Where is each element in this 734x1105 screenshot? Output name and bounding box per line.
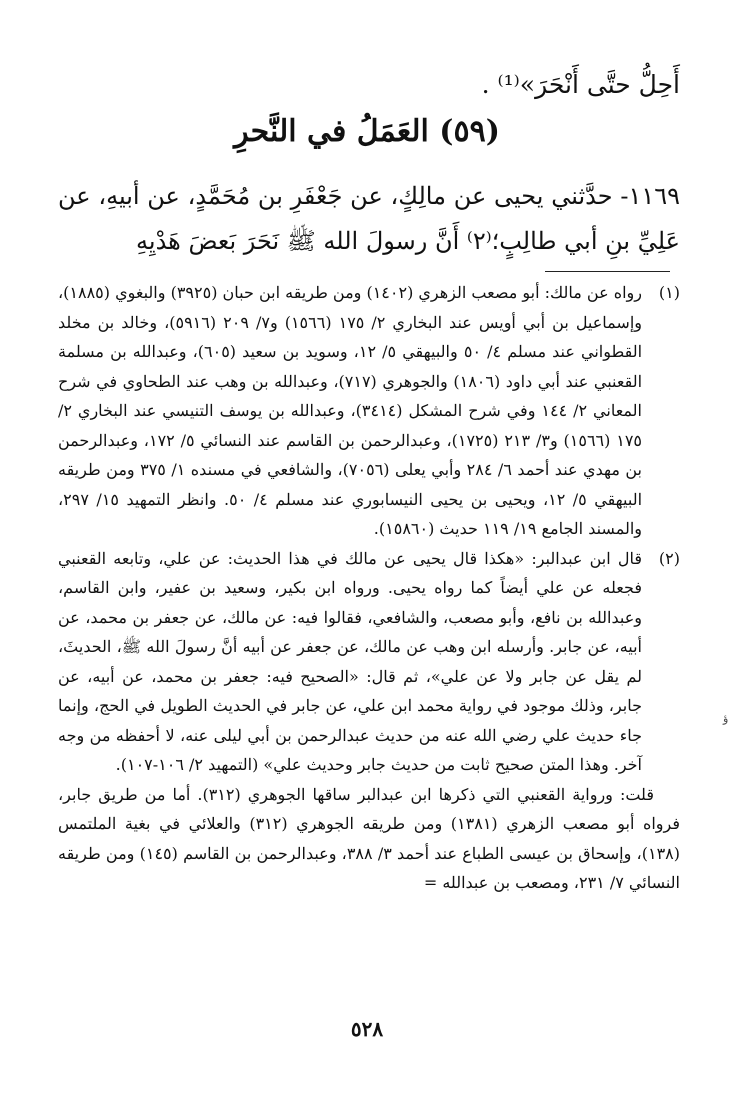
hadith-text: ١١٦٩- حدَّثني يحيى عن مالِكٍ، عن جَعْفَرِ بن مُحَمَّدٍ، عن أبيهِ، عن عَلِيِّ بنِ أبي طالِبٍ؛⁽٢⁾ أَنَّ رسولَ الله ﷺ نَحَرَ بَعضَ هَدْيِهِ xyxy=(58,182,680,255)
footnote-paragraph: قلت: ورواية القعنبي التي ذكرها ابن عبدالبر ساقها الجوهري (٣١٢). أما من طريق جابر، فرواه أبو مصعب الزهري (١٣٨١) ومن طريقه الجوهري (٣١٢) والعلائي في بغية الملتمس (١٣٨)، وإسحاق بن عيسى الطباع عند أحمد ٣/ ٣٨٨، وعبدالرحمن بن القاسم (١٤٥) ومن طريقه النسائي ٧/ ٢٣١، ومصعب بن عبدالله = xyxy=(58,784,680,892)
footnote-text: قال ابن عبدالبر: «هكذا قال يحيى عن مالك في هذا الحديث: عن علي، وتابعه القعنبي فجعله عن علي أيضاً كما رواه يحيى. ورواه ابن بكير، وسعيد بن عفير، وابن القاسم، وعبدالله بن نافع، وأبو مصعب، والشافعي، فقالوا فيه: عن مالك، عن جعفر بن محمد، عن أبيه، عن جابر. وأرسله ابن وهب عن مالك، عن جعفر عن أبيه أنَّ رسولَ الله ﷺ، الحديثَ، لم يقل عن جابر ولا عن علي»، ثم قال: «الصحيح فيه: جعفر بن محمد، عن أبيه، عن جابر، وذلك موجود في رواية محمد ابن علي، عن جابر في الحديث الطويل في الحج، وإنما جاء حديث علي رضي الله عنه من حديث عبدالرحمن بن أبي ليلى عنه، لا أحفظه من وجه آخر. وهذا المتن صحيح ثابت من حديث جابر وحديث علي» (التمهيد ٢/ ١٠٦-١٠٧). xyxy=(58,548,643,774)
margin-mark: ؤ xyxy=(723,712,729,725)
footnote-1 xyxy=(58,278,680,544)
footnote-number: (١) xyxy=(658,283,680,302)
footnote-divider xyxy=(545,271,670,272)
chapter-heading: (٥٩) العَمَلُ في النَّحرِ xyxy=(234,114,500,149)
continuation-line: أَحِلُّ حتَّى أَنْحَرَ»⁽¹⁾ . xyxy=(481,70,680,99)
footnote-text: رواه عن مالك: أبو مصعب الزهري (١٤٠٢) ومن طريقه ابن حبان (٣٩٢٥) والبغوي (١٨٨٥)، وإسماعيل بن أبي أويس عند البخاري ٢/ ١٧٥ (١٥٦٦) و٧/ ٢٠٩ (٥٩١٦)، وخالد بن مخلد القطواني عند مسلم ٤/ ٥٠ والبيهقي ٥/ ١٢، وسويد بن سعيد (٦٠٥)، وعبدالله بن مسلمة القعنبي عند أبي داود (١٨٠٦) والجوهري (٧١٧)، وعبدالله بن وهب عند الطحاوي في شرح المعاني ٢/ ١٤٤ وفي شرح المشكل (٣٤١٤)، وعبدالله بن يوسف التنيسي عند البخاري ٢/ ١٧٥ (١٥٦٦) و٣/ ٢١٣ (١٧٢٥)، وعبدالرحمن بن القاسم عند النسائي ٥/ ١٧٢، وعبدالرحمن بن مهدي عند أحمد ٦/ ٢٨٤ وأبي يعلى (٧٠٥٦)، والشافعي في مسنده ١/ ٣٧٥ ومن طريقه البيهقي ٥/ ١٢، ويحيى بن يحيى النيسابوري عند مسلم ٤/ ٥٠. وانظر التمهيد ١٥/ ٢٩٧، والمسند الجامع ١٩/ ١١٩ حديث (١٥٨٦٠). xyxy=(57,283,643,538)
footnote-number: (٢) xyxy=(658,548,680,568)
page-number: ٥٢٨ xyxy=(350,1017,384,1041)
footnotes-block xyxy=(58,278,680,898)
footnote-2 xyxy=(58,544,680,780)
